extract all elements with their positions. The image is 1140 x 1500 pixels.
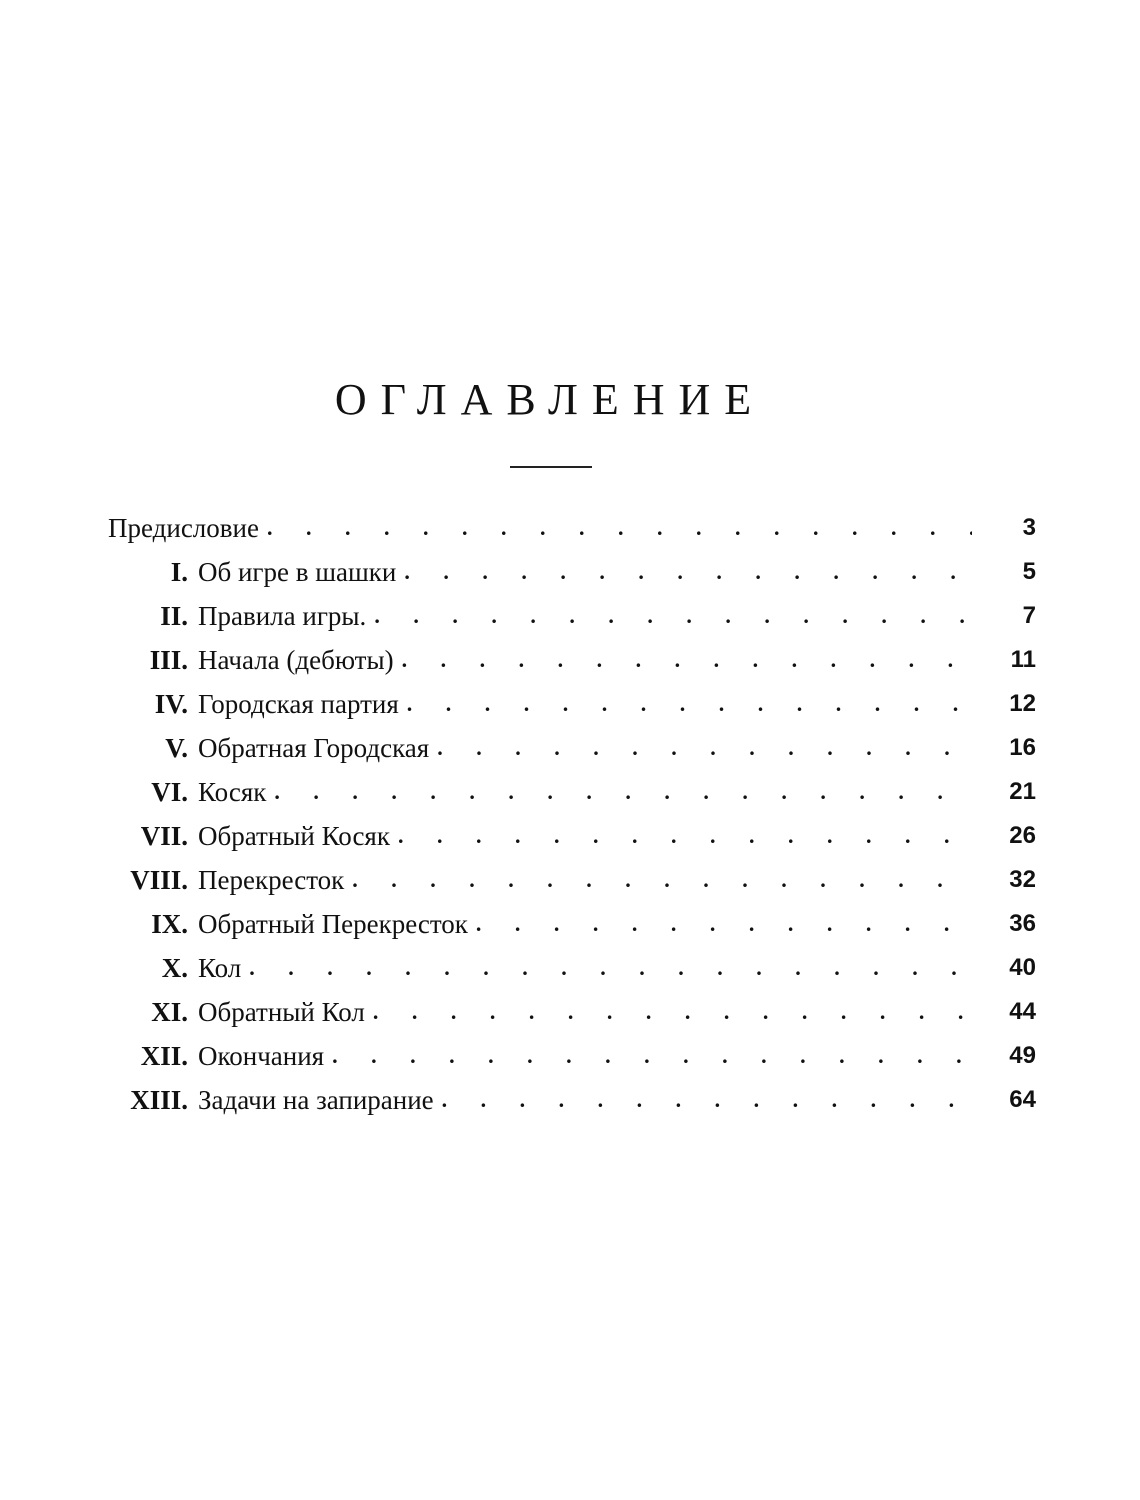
- toc-entry-page: 26: [1009, 822, 1036, 849]
- toc-entry-number: XI.: [151, 996, 188, 1027]
- dot-leader: [373, 999, 972, 1025]
- toc-entry-number: IX.: [151, 908, 188, 939]
- dot-leader: [332, 1043, 972, 1069]
- dot-leader: [404, 559, 972, 585]
- toc-entry-label: Об игре в шашки: [198, 556, 397, 587]
- toc-entry-number: VII.: [140, 820, 188, 851]
- toc-entry-2[interactable]: [108, 594, 1036, 638]
- toc-entry-page: 36: [1009, 910, 1036, 937]
- dot-leader: [407, 691, 972, 717]
- toc-entry-10[interactable]: [108, 946, 1036, 990]
- toc-entry-number: VIII.: [130, 864, 188, 895]
- toc-entry-number: III.: [149, 644, 188, 675]
- toc-entry-number: VI.: [151, 776, 188, 807]
- toc-entry-page: 64: [1009, 1086, 1036, 1113]
- toc-entry-1[interactable]: [108, 550, 1036, 594]
- toc-entry-7[interactable]: [108, 814, 1036, 858]
- toc-entry-label: Задачи на запирание: [198, 1084, 434, 1115]
- dot-leader: [352, 867, 972, 893]
- toc-entry-number: XIII.: [130, 1084, 188, 1115]
- toc-entry-label: Косяк: [198, 776, 267, 807]
- toc-entry-page: 5: [1022, 558, 1036, 585]
- dot-leader: [398, 823, 972, 849]
- toc-entry-page: 16: [1009, 734, 1036, 761]
- toc-entry-page: 12: [1009, 690, 1036, 717]
- toc-entry-page: 49: [1009, 1042, 1036, 1069]
- toc-entry-page: 3: [1022, 514, 1036, 541]
- page-title: ОГЛАВЛЕНИЕ: [334, 375, 766, 424]
- dot-leader: [476, 911, 972, 937]
- toc-entry-page: 32: [1009, 866, 1036, 893]
- dot-leader: [249, 955, 972, 981]
- toc-entry-11[interactable]: [108, 990, 1036, 1034]
- toc-entry-4[interactable]: [108, 682, 1036, 726]
- toc-entry-label: Окончания: [198, 1040, 325, 1071]
- toc-entry-label: Городская партия: [198, 688, 399, 719]
- toc-entry-5[interactable]: [108, 726, 1036, 770]
- toc-entry-number: X.: [161, 952, 188, 983]
- toc-entry-page: 11: [1010, 646, 1036, 673]
- toc-entry-13[interactable]: [108, 1078, 1036, 1122]
- toc-entry-label: Обратная Городская: [198, 732, 430, 763]
- toc-entry-6[interactable]: [108, 770, 1036, 814]
- toc-entry-9[interactable]: [108, 902, 1036, 946]
- toc-entry-label: Перекресток: [198, 864, 345, 895]
- toc-entry-label: Предисловие: [108, 512, 259, 543]
- toc-entry-3[interactable]: [108, 638, 1036, 682]
- dot-leader: [437, 735, 972, 761]
- title-divider: [510, 466, 592, 468]
- dot-leader: [274, 779, 972, 805]
- toc-entry-12[interactable]: [108, 1034, 1036, 1078]
- dot-leader: [442, 1087, 972, 1113]
- toc-entry-8[interactable]: [108, 858, 1036, 902]
- dot-leader: [374, 603, 972, 629]
- toc-entry-preface[interactable]: [108, 506, 1036, 550]
- toc-entry-number: I.: [170, 556, 188, 587]
- toc-entry-label: Начала (дебюты): [198, 644, 394, 675]
- toc-entry-number: V.: [165, 732, 188, 763]
- table-of-contents: [108, 506, 1036, 1122]
- toc-entry-page: 7: [1022, 602, 1036, 629]
- toc-entry-page: 21: [1009, 778, 1036, 805]
- toc-entry-label: Кол: [198, 952, 242, 983]
- dot-leader: [267, 515, 972, 541]
- toc-entry-label: Правила игры.: [198, 600, 367, 631]
- toc-entry-label: Обратный Косяк: [198, 820, 390, 851]
- toc-entry-number: II.: [160, 600, 188, 631]
- toc-entry-label: Обратный Кол: [198, 996, 365, 1027]
- dot-leader: [402, 647, 972, 673]
- toc-entry-page: 40: [1009, 954, 1036, 981]
- toc-entry-page: 44: [1009, 998, 1036, 1025]
- toc-entry-number: XII.: [140, 1040, 188, 1071]
- toc-entry-label: Обратный Перекресток: [198, 908, 468, 939]
- toc-entry-number: IV.: [154, 688, 188, 719]
